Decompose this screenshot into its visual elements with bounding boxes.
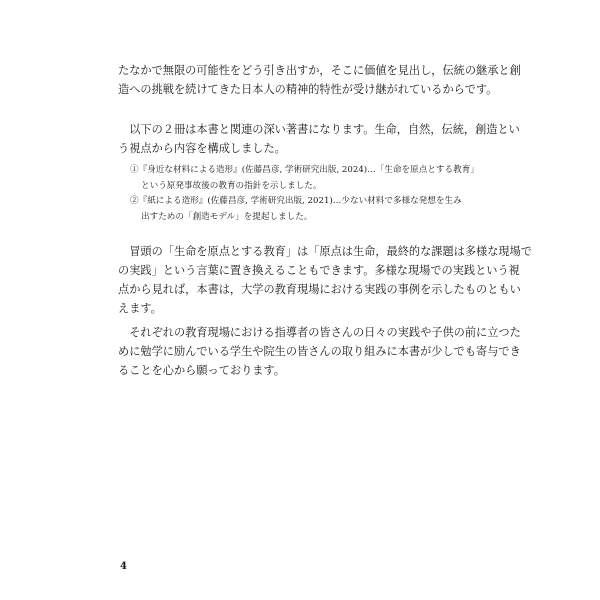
reference-line: 出すための「創造モデル」を提起しました。 (141, 211, 313, 222)
text-line: う視点から内容を構成しました。 (118, 142, 286, 155)
text-line: の実践」という言葉に置き換えることもできます。多様な現場での実践という視 (118, 264, 520, 277)
reference-list (130, 163, 480, 225)
reference-item (130, 163, 480, 194)
paragraph-intro (118, 61, 521, 99)
reference-line: ①『身近な材料による造形』(佐藤昌彦, 学術研究出版, 2024)…「生命を原点とする教育」 (130, 165, 479, 175)
text-line: 造への挑戦を続けてきた日本人の精神的特性が受け継がれているからです。 (118, 83, 498, 96)
text-line: 点から見れば，本書は，大学の教育現場における実践の事例を示したものともい (118, 283, 521, 296)
text-line: それぞれの教育現場における指導者の皆さんの日々の実践や子供の前に立つた (118, 326, 521, 339)
reference-line: ②『紙による造形』(佐藤昌彦, 学術研究出版, 2021)…少ない材料で多様な発想を生み (130, 196, 462, 206)
text-line: 以下の２冊は本書と関連の深い著書になります。生命，自然，伝統，創造とい (118, 123, 520, 136)
reference-item (130, 194, 480, 225)
paragraph-related-books (118, 120, 520, 158)
text-line: めに勉学に励んでいる学生や院生の皆さんの取り組みに本書が少しでも寄与でき (118, 345, 521, 358)
text-line: 冒頭の「生命を原点とする教育」は「原点は生命，最終的な課題は多様な現場で (118, 245, 532, 258)
page-number: 4 (120, 561, 127, 572)
text-line: えます。 (118, 302, 162, 315)
paragraph-closing (118, 323, 521, 380)
text-line: ることを心から願っております。 (118, 364, 285, 377)
text-line: たなかで無限の可能性をどう引き出すか，そこに価値を見出し，伝統の継承と創 (118, 64, 521, 77)
paragraph-practice (118, 242, 532, 318)
reference-line: という原発事故後の教育の指針を示しました。 (141, 180, 322, 191)
